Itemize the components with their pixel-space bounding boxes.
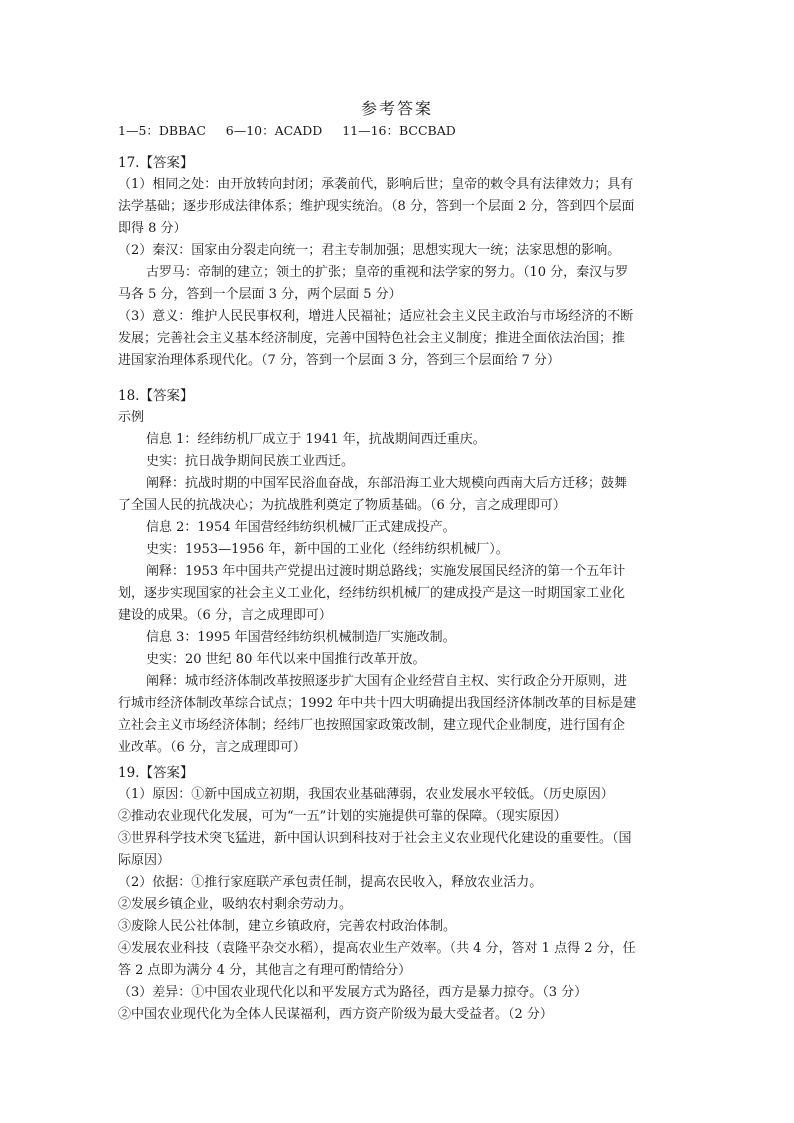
answer-line: 史实：20 世纪 80 年代以来中国推行改革开放。 — [146, 652, 426, 667]
answer-line: 马各 5 分，答到一个层面 3 分，两个层面 5 分） — [118, 287, 402, 302]
answer-line: 行城市经济体制改革综合试点；1992 年中共十四大明确提出我国经济体制改革的目标是建 — [118, 696, 637, 711]
answer-line: （1）相同之处：由开放转向封闭；承袭前代，影响后世；皇帝的敕令具有法律效力；具有 — [118, 177, 634, 192]
mc-answers-6-10: 6—10：ACADD — [225, 123, 323, 138]
mc-answers-11-16: 11—16：BCCBAD — [342, 123, 456, 138]
answer-line: 答 2 点即为满分 4 分，其他言之有理可酌情给分） — [118, 963, 412, 978]
answer-line: 建设的成果。（6 分，言之成理即可） — [118, 608, 332, 623]
answer-line: 信息 2：1954 年国营经纬纺织机械厂正式建成投产。 — [146, 520, 456, 535]
answer-line: 进国家治理体系现代化。（7 分，答到一个层面 3 分，答到三个层面给 7 分） — [118, 353, 560, 368]
answer-line: （3）差异：①中国农业现代化以和平发展方式为路径，西方是暴力掠夺。（3 分） — [118, 985, 588, 1000]
answer-18-heading: 18.【答案】 — [118, 388, 194, 404]
answer-19-section — [118, 762, 678, 1026]
answer-line: 信息 1：经纬纺机厂成立于 1941 年，抗战期间西迁重庆。 — [146, 432, 486, 447]
answer-line: 划，逐步实现国家的社会主义工业化，经纬纺织机械厂的建成投产是这一时期国家工业化 — [118, 586, 626, 601]
answer-line: （2）依据：①推行家庭联产承包责任制，提高农民收入，释放农业活力。 — [118, 875, 543, 890]
answer-line: ③世界科学技术突飞猛进，新中国认识到科技对于社会主义农业现代化建设的重要性。（国 — [118, 831, 632, 846]
answer-line: （3）意义：维护人民民事权利，增进人民福祉；适应社会主义民主政治与市场经济的不断 — [118, 309, 634, 324]
answer-17-heading: 17.【答案】 — [118, 155, 194, 171]
answer-line: ②推动农业现代化发展，可为“一五”计划的实施提供可靠的保障。（现实原因） — [118, 809, 567, 824]
answer-line: 信息 3：1995 年国营经纬纺织机械制造厂实施改制。 — [146, 630, 456, 645]
answer-19-heading: 19.【答案】 — [118, 765, 194, 781]
mc-answers-1-5: 1—5：DBBAC — [118, 123, 206, 138]
answer-line: 阐释：抗战时期的中国军民浴血奋战，东部沿海工业大规模向西南大后方迁移；鼓舞 — [146, 476, 628, 491]
answer-line: 立社会主义市场经济体制；经纬厂也按照国家政策改制，建立现代企业制度，进行国有企 — [118, 718, 626, 733]
answer-line: 史实：1953—1956 年，新中国的工业化（经纬纺织机械厂）。 — [146, 542, 509, 557]
answer-line: 阐释：城市经济体制改革按照逐步扩大国有企业经营自主权、实行政企分开原则，进 — [146, 674, 628, 689]
answer-18-section — [118, 385, 678, 759]
answer-line: 法学基础；逐步形成法律体系；维护现实统治。（8 分，答到一个层面 2 分，答到四个层面 — [118, 199, 635, 214]
answer-line: 古罗马：帝制的建立；领土的扩张；皇帝的重视和法学家的努力。（10 分，秦汉与罗 — [146, 265, 629, 280]
answer-line: 了全国人民的抗战决心；为抗战胜利奠定了物质基础。（6 分，言之成理即可） — [118, 498, 566, 513]
answer-17-section — [118, 152, 678, 372]
answer-line: 发展；完善社会主义基本经济制度，完善中国特色社会主义制度；推进全面依法治国；推 — [118, 331, 626, 346]
answer-line: 际原因） — [118, 853, 171, 868]
answer-line: 即得 8 分） — [118, 221, 187, 236]
answer-line: ②发展乡镇企业，吸纳农村剩余劳动力。 — [118, 897, 353, 912]
answer-line: 阐释：1953 年中国共产党提出过渡时期总路线；实施发展国民经济的第一个五年计 — [146, 564, 626, 579]
answer-line: （1）原因：①新中国成立初期，我国农业基础薄弱，农业发展水平较低。（历史原因） — [118, 787, 614, 802]
answer-line: 史实：抗日战争期间民族工业西迁。 — [146, 454, 355, 469]
page-title: 参考答案 — [360, 99, 433, 118]
example-label: 示例 — [118, 410, 145, 425]
multiple-choice-answers — [118, 121, 456, 139]
answer-line: （2）秦汉：国家由分裂走向统一；君主专制加强；思想实现大一统；法家思想的影响。 — [118, 243, 621, 258]
answer-line: ④发展农业科技（袁隆平杂交水稻），提高农业生产效率。（共 4 分，答对 1 点得 2 分，任 — [118, 941, 636, 956]
answer-line: 业改革。（6 分，言之成理即可） — [118, 740, 306, 755]
answer-line: ②中国农业现代化为全体人民谋福利，西方资产阶级为最大受益者。（2 分） — [118, 1007, 553, 1022]
answer-line: ③废除人民公社体制，建立乡镇政府，完善农村政治体制。 — [118, 919, 457, 934]
